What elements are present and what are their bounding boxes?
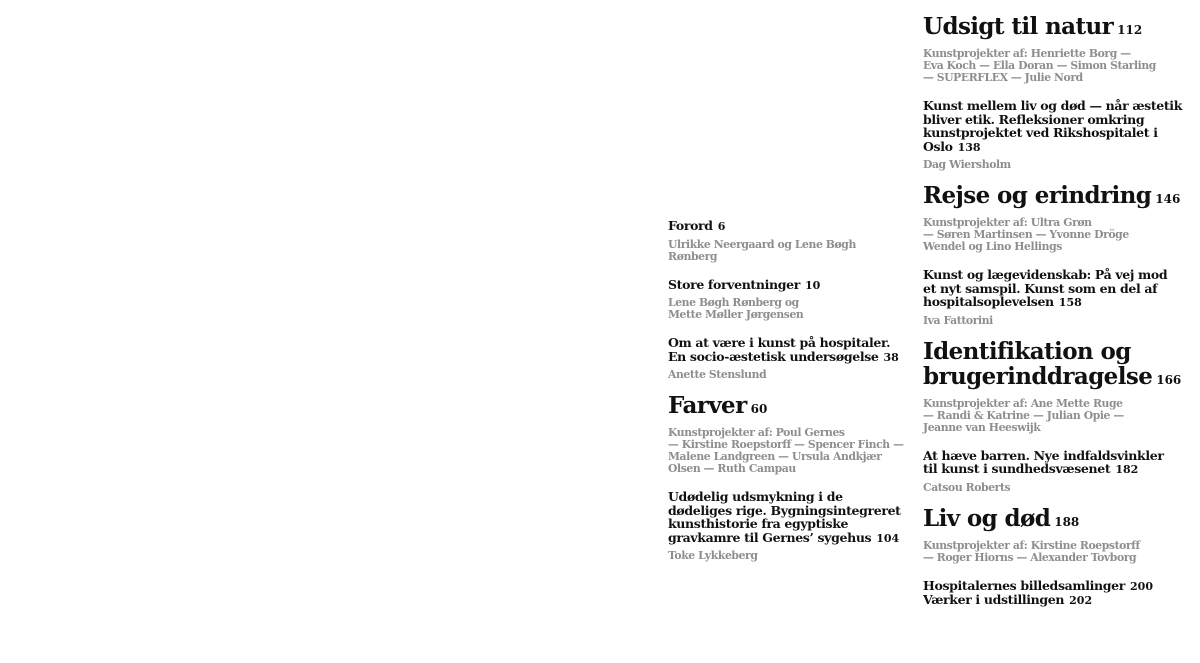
- toc-entry-billedsamlinger: [923, 579, 1183, 594]
- entry-title: Kunst og lægevidenskab: På vej mod: [923, 267, 1168, 282]
- page-number: 104: [876, 531, 900, 545]
- toc-left-column: [668, 219, 906, 562]
- entry-title: bliver etik. Refleksioner omkring: [923, 111, 1145, 127]
- section-artists: Kunstprojekter af: Henriette Borg —: [923, 47, 1131, 60]
- section-title: Liv og død 188: [923, 504, 1080, 532]
- entry-title: Værker i udstillingen 202: [923, 592, 1093, 607]
- page-number: 112: [1117, 23, 1143, 37]
- entry-title: Om at være i kunst på hospitaler.: [668, 335, 891, 350]
- entry-title: Udødelig udsmykning i de: [668, 489, 843, 504]
- toc-right-column: [923, 14, 1183, 608]
- entry-author: Dag Wiersholm: [923, 158, 1011, 171]
- section-artists: Kunstprojekter af: Ultra Grøn: [923, 216, 1092, 229]
- section-artists: Kunstprojekter af: Ane Mette Ruge: [923, 396, 1123, 410]
- entry-author: Mette Møller Jørgensen: [668, 308, 804, 321]
- entry-author: Toke Lykkeberg: [668, 549, 758, 562]
- section-artists: Malene Landgreen — Ursula Andkjær: [668, 450, 882, 463]
- section-artists: — Kirstine Roepstorff — Spencer Finch —: [668, 438, 904, 451]
- toc-entry-forord: [668, 219, 906, 263]
- page-number: 200: [1130, 579, 1153, 593]
- entry-title: At hæve barren. Nye indfaldsvinkler: [923, 447, 1164, 463]
- entry-title: gravkamre til Gernes’ sygehus 104: [668, 529, 900, 545]
- page-number: 158: [1058, 296, 1082, 309]
- entry-author: Lene Bøgh Rønberg og: [668, 296, 799, 309]
- toc-section-identifikation: [923, 339, 1183, 434]
- entry-author: Ulrikke Neergaard og Lene Bøgh Rønberg: [668, 237, 856, 263]
- entry-author: Iva Fattorini: [923, 313, 993, 327]
- section-artists: Jeanne van Heeswijk: [923, 420, 1041, 434]
- entry-title: dødeliges rige. Bygningsintegreret: [668, 502, 901, 518]
- section-title: Identifikation og: [923, 337, 1131, 365]
- page-number: 60: [750, 402, 768, 416]
- page-number: 6: [717, 220, 726, 233]
- section-artists: Kunstprojekter af: Kirstine Roepstorff: [923, 538, 1140, 552]
- toc-entry-kunst-og-laegevidenskab: [923, 268, 1183, 327]
- page-number: 10: [804, 278, 821, 292]
- toc-section-farver: [668, 393, 906, 475]
- section-artists: — Søren Martinsen — Yvonne Dröge: [923, 228, 1129, 241]
- entry-title: Store forventninger 10: [668, 276, 821, 292]
- entry-author: Anette Stenslund: [668, 368, 767, 381]
- section-title: Farver 60: [668, 392, 768, 419]
- toc-entry-store-forventninger: [668, 278, 906, 322]
- entry-title: kunsthistorie fra egyptiske: [668, 516, 849, 531]
- toc-entry-vaerker: [923, 593, 1183, 608]
- section-title: brugerinddragelse 166: [923, 362, 1182, 390]
- page-number: 138: [957, 140, 981, 154]
- section-artists: Olsen — Ruth Campau: [668, 462, 796, 475]
- entry-title: Forord 6: [668, 218, 726, 233]
- toc-section-liv-og-dod: [923, 506, 1183, 564]
- entry-title: kunstprojektet ved Rikshospitalet i: [923, 125, 1158, 140]
- page-number: 38: [883, 350, 899, 364]
- page-number: 202: [1069, 594, 1093, 607]
- toc-entry-kunst-mellem-liv: [923, 99, 1183, 171]
- section-artists: — Randi & Katrine — Julian Opie —: [923, 408, 1124, 422]
- entry-title: til kunst i sundhedsvæsenet 182: [923, 461, 1139, 476]
- page-number: 188: [1054, 514, 1080, 529]
- section-artists: Wendel og Lino Hellings: [923, 240, 1062, 253]
- section-artists: Kunstprojekter af: Poul Gernes: [668, 426, 845, 439]
- section-artists: Eva Koch — Ella Doran — Simon Starling: [923, 59, 1156, 72]
- page-number: 146: [1155, 192, 1181, 206]
- entry-title: En socio-æstetisk undersøgelse 38: [668, 348, 899, 364]
- entry-title: Hospitalernes billedsamlinger 200: [923, 577, 1153, 593]
- section-artists: — Roger Hiorns — Alexander Tovborg: [923, 550, 1137, 564]
- toc-entry-at-haeve-barren: [923, 449, 1183, 494]
- page-number: 182: [1115, 463, 1139, 476]
- section-title: Rejse og erindring 146: [923, 182, 1181, 209]
- entry-author: Catsou Roberts: [923, 480, 1011, 494]
- entry-title: hospitalsoplevelsen 158: [923, 294, 1082, 309]
- toc-entry-om-at-vaere: [668, 336, 906, 381]
- page-number: 166: [1156, 372, 1182, 387]
- section-artists: — SUPERFLEX — Julie Nord: [923, 71, 1083, 84]
- section-title: Udsigt til natur 112: [923, 13, 1143, 40]
- entry-title: et nyt samspil. Kunst som en del af: [923, 280, 1158, 296]
- toc-entry-udodelig: [668, 490, 906, 562]
- entry-title: Kunst mellem liv og død — når æstetik: [923, 98, 1183, 113]
- entry-title: Oslo 138: [923, 138, 981, 154]
- toc-section-udsigt-til-natur: [923, 14, 1183, 84]
- toc-section-rejse-og-erindring: [923, 183, 1183, 253]
